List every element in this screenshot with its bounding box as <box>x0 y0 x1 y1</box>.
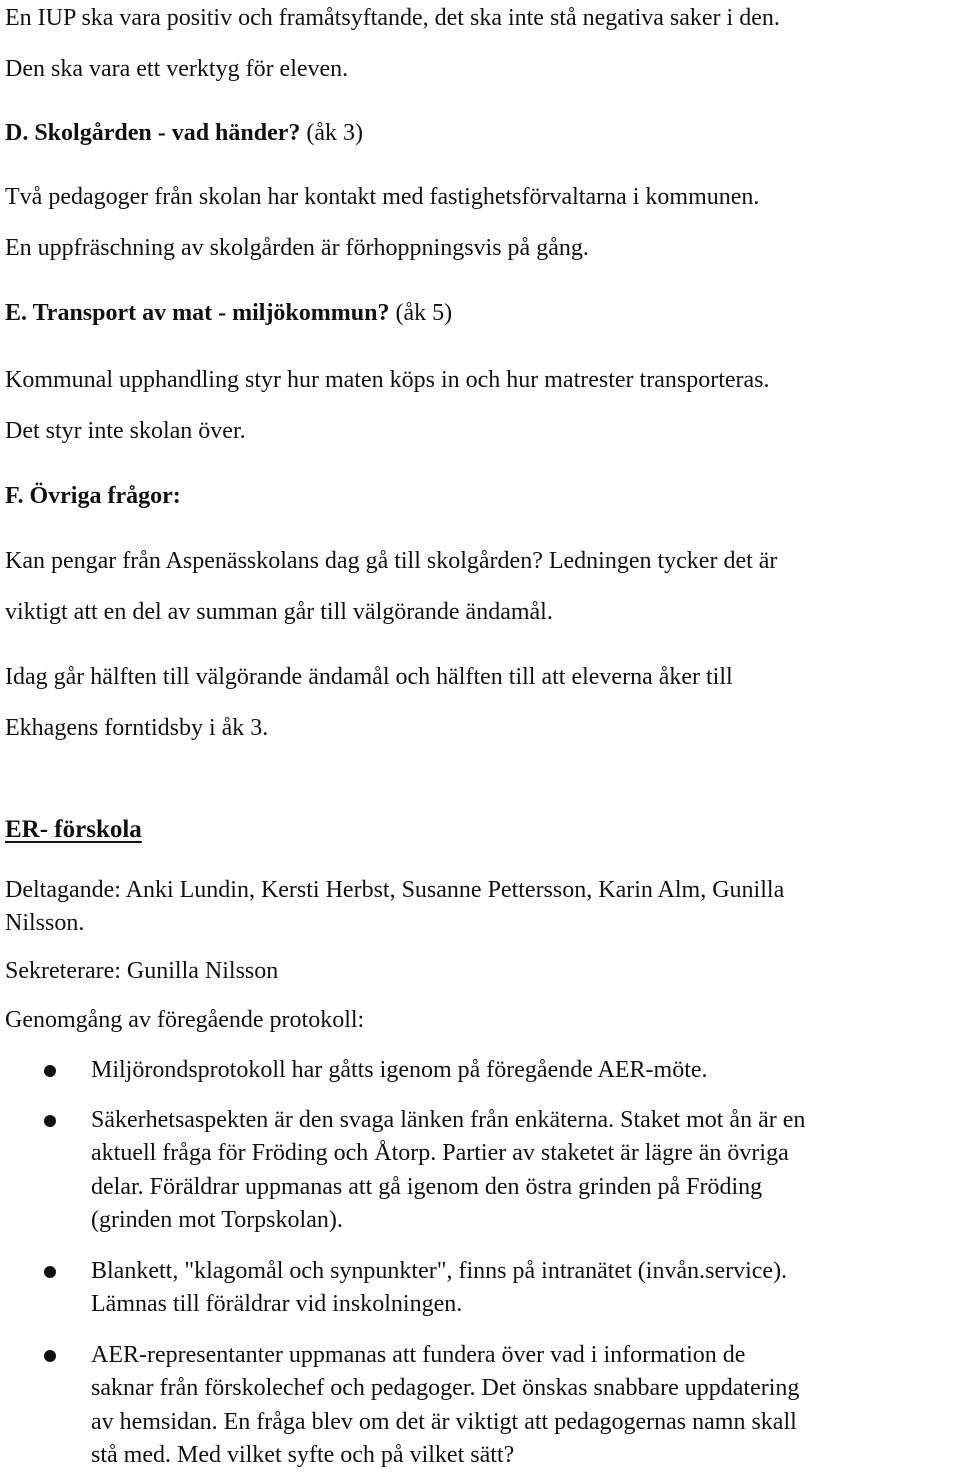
list-item-line: av hemsidan. En fråga blev om det är viktigt att pedagogernas namn skall <box>91 1409 797 1435</box>
list-item-line: Lämnas till föräldrar vid inskolningen. <box>91 1291 463 1317</box>
list-item-line: aktuell fråga för Fröding och Åtorp. Partier av staketet är lägre än övriga <box>91 1140 789 1166</box>
list-item-line: stå med. Med vilket syfte och på vilket sätt? <box>91 1442 515 1468</box>
heading-e-line <box>5 299 452 327</box>
heading-f: F. Övriga frågor: <box>5 483 181 509</box>
list-item-line: delar. Föräldrar uppmanas att gå igenom den östra grinden på Fröding <box>91 1174 763 1200</box>
bullet-icon <box>44 1350 56 1362</box>
paragraph-line: Det styr inte skolan över. <box>5 418 246 444</box>
list-item-line: AER-representanter uppmanas att fundera över vad i information de <box>91 1342 746 1368</box>
grade-e: (åk 5) <box>395 300 453 326</box>
list-item-line: (grinden mot Torpskolan). <box>91 1207 343 1233</box>
list-item-line: saknar från förskolechef och pedagoger. Det önskas snabbare uppdatering <box>91 1375 800 1401</box>
list-item-line: Miljörondsprotokoll har gåtts igenom på föregående AER-möte. <box>91 1057 708 1083</box>
paragraph-line: viktigt att en del av summan går till välgörande ändamål. <box>5 599 553 625</box>
participants-line: Deltagande: Anki Lundin, Kersti Herbst, Susanne Pettersson, Karin Alm, Gunilla <box>5 877 785 903</box>
heading-d: D. Skolgården - vad händer? <box>5 120 301 146</box>
list-item-line: Säkerhetsaspekten är den svaga länken från enkäterna. Staket mot ån är en <box>91 1107 806 1133</box>
paragraph-line: Idag går hälften till välgörande ändamål och hälften till att eleverna åker till <box>5 664 733 690</box>
review-line: Genomgång av föregående protokoll: <box>5 1007 365 1033</box>
paragraph-line: En uppfräschning av skolgården är förhoppningsvis på gång. <box>5 235 589 261</box>
heading-e: E. Transport av mat - miljökommun? <box>5 300 390 326</box>
paragraph-line: Två pedagoger från skolan har kontakt med fastighetsförvaltarna i kommunen. <box>5 184 760 210</box>
paragraph-line: Kommunal upphandling styr hur maten köps in och hur matrester transporteras. <box>5 367 770 393</box>
paragraph-line: Kan pengar från Aspenässkolans dag gå till skolgården? Ledningen tycker det är <box>5 548 778 574</box>
bullet-icon <box>44 1266 56 1278</box>
heading-d-line <box>5 119 363 147</box>
paragraph-line: Den ska vara ett verktyg för eleven. <box>5 56 349 82</box>
paragraph-line: En IUP ska vara positiv och framåtsyftande, det ska inte stå negativa saker i den. <box>5 5 780 31</box>
section-heading-er: ER- förskola <box>5 816 142 843</box>
paragraph-line: Ekhagens forntidsby i åk 3. <box>5 715 269 741</box>
grade-d: (åk 3) <box>306 120 364 146</box>
bullet-icon <box>44 1115 56 1127</box>
list-item-line: Blankett, "klagomål och synpunkter", finns på intranätet (invån.service). <box>91 1258 788 1284</box>
secretary-line: Sekreterare: Gunilla Nilsson <box>5 958 279 984</box>
bullet-icon <box>44 1065 56 1077</box>
participants-line: Nilsson. <box>5 910 85 936</box>
